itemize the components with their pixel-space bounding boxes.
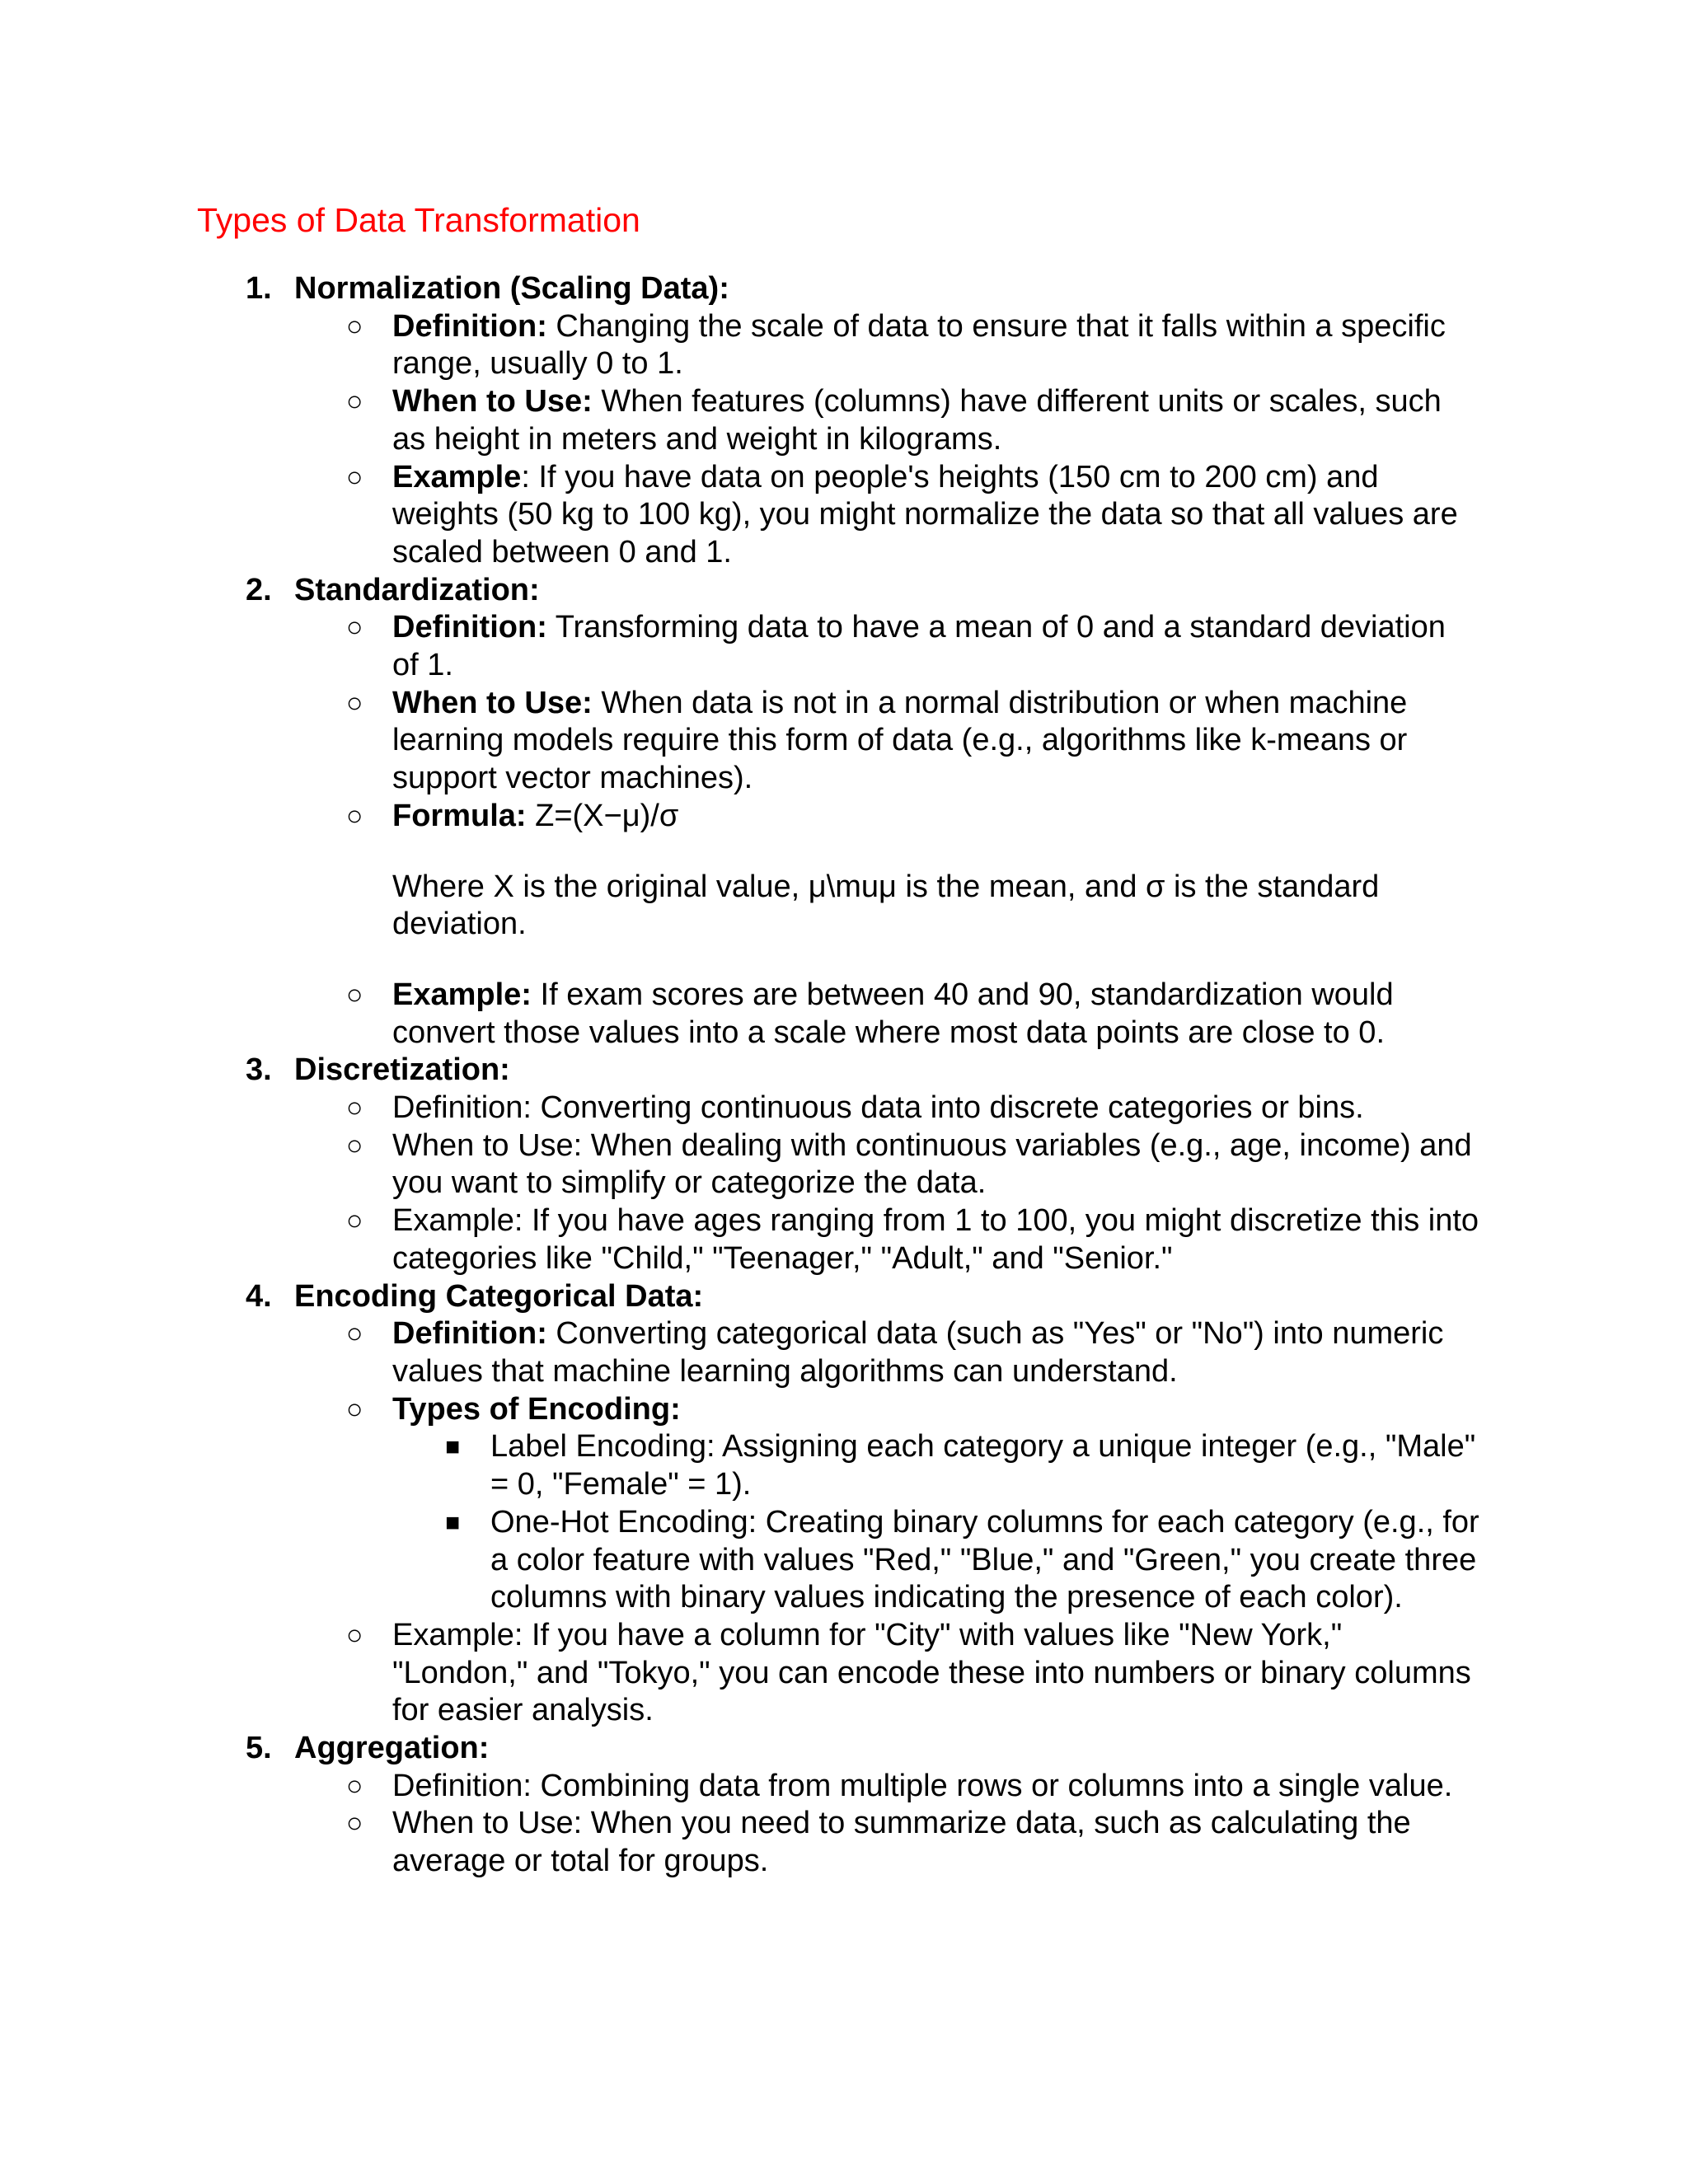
circle-bullet-icon: ○ (346, 978, 363, 1010)
item-label: Example (392, 459, 522, 494)
list-item (0, 1315, 1480, 1390)
circle-bullet-icon: ○ (346, 1092, 363, 1124)
sub-list-item (0, 1428, 1479, 1503)
sub-item-text: One-Hot Encoding: Creating binary columns for each category (e.g., for a color feature with values "Red," "Blue," and "Green," you create three columns with binary values indicating the presence of each color). (490, 1504, 1479, 1615)
list-item (0, 459, 1480, 572)
section-heading-normalization (0, 270, 1688, 308)
circle-bullet-icon: ○ (346, 612, 363, 644)
section-number: 1. (246, 271, 272, 306)
section-heading-text: Aggregation: (294, 1731, 490, 1766)
item-text: When to Use: When you need to summarize data, such as calculating the average or total for groups. (392, 1806, 1411, 1879)
item-text: When features (columns) have different units or scales, such as height in meters and weight in kilograms. (392, 384, 1442, 457)
circle-bullet-icon: ○ (346, 799, 363, 832)
item-label: When to Use: (392, 384, 593, 419)
item-text: Converting categorical data (such as "Yes" or "No") into numeric values that machine learning algorithms can understand. (392, 1316, 1444, 1389)
list-item (0, 1768, 1480, 1806)
list-item (0, 1090, 1480, 1127)
list-item (0, 1617, 1480, 1730)
section-heading-aggregation (0, 1730, 1688, 1768)
square-bullet-icon: ■ (445, 1433, 461, 1461)
item-label: Definition: (392, 1316, 547, 1352)
sub-list-item (0, 1504, 1479, 1617)
item-text: If exam scores are between 40 and 90, standardization would convert those values into a scale where most data points are close to 0. (392, 977, 1394, 1050)
circle-bullet-icon: ○ (346, 386, 363, 418)
list-item (0, 977, 1480, 1052)
section-number: 3. (246, 1052, 272, 1088)
item-label: Formula: (392, 798, 527, 833)
item-label: Example: (392, 977, 532, 1012)
item-text: Definition: Converting continuous data into discrete categories or bins. (392, 1090, 1364, 1126)
list-item (0, 383, 1480, 458)
circle-bullet-icon: ○ (346, 1769, 363, 1802)
document-body (0, 270, 1688, 1881)
item-label: Definition: (392, 308, 547, 344)
section-heading-text: Encoding Categorical Data: (294, 1278, 704, 1314)
circle-bullet-icon: ○ (346, 1393, 363, 1425)
item-text: Example: If you have a column for "City" with values like "New York," "London," and "Tokyo," you can encode these into numbers or binary columns for easier analysis. (392, 1617, 1471, 1728)
item-label: Definition: (392, 610, 547, 645)
formula-note: Where X is the original value, μ\muμ is the mean, and σ is the standard deviation. (392, 869, 1380, 942)
item-label: When to Use: (392, 685, 593, 720)
section-heading-encoding (0, 1278, 1688, 1316)
list-item (0, 1805, 1480, 1880)
item-label: Types of Encoding: (392, 1391, 681, 1427)
item-text: Changing the scale of data to ensure that it falls within a specific range, usually 0 to 1. (392, 308, 1446, 382)
circle-bullet-icon: ○ (346, 1318, 363, 1350)
item-text: Example: If you have ages ranging from 1 to 100, you might discretize this into categories like "Child," "Teenager," "Adult," and "Senior." (392, 1203, 1479, 1276)
item-text: Definition: Combining data from multiple rows or columns into a single value. (392, 1768, 1453, 1803)
list-item (0, 685, 1480, 798)
section-heading-standardization (0, 572, 1688, 610)
circle-bullet-icon: ○ (346, 1807, 363, 1840)
list-item (0, 1391, 1480, 1429)
section-heading-discretization (0, 1052, 1688, 1090)
formula-text: Z=(X−μ)/σ (526, 798, 679, 833)
circle-bullet-icon: ○ (346, 461, 363, 493)
circle-bullet-icon: ○ (346, 1129, 363, 1161)
list-item (0, 308, 1480, 383)
circle-bullet-icon: ○ (346, 687, 363, 719)
document-title: Types of Data Transformation (197, 201, 640, 239)
list-item (0, 1202, 1480, 1277)
sub-item-text: Label Encoding: Assigning each category a unique integer (e.g., "Male" = 0, "Female" = 1). (490, 1429, 1476, 1502)
list-item (0, 609, 1480, 684)
item-text: When to Use: When dealing with continuous variables (e.g., age, income) and you want to simplify or categorize the data. (392, 1127, 1472, 1201)
section-heading-text: Discretization: (294, 1052, 510, 1088)
item-text: : If you have data on people's heights (150 cm to 200 cm) and weights (50 kg to 100 kg), you might normalize the data so that all values are scaled between 0 and 1. (392, 459, 1458, 569)
list-item (0, 1127, 1480, 1202)
section-heading-text: Normalization (Scaling Data): (294, 271, 729, 306)
circle-bullet-icon: ○ (346, 310, 363, 342)
circle-bullet-icon: ○ (346, 1619, 363, 1651)
section-heading-text: Standardization: (294, 572, 540, 607)
section-number: 5. (246, 1731, 272, 1766)
list-item-formula (0, 798, 1480, 836)
item-text: Transforming data to have a mean of 0 and a standard deviation of 1. (392, 610, 1446, 683)
section-number: 2. (246, 572, 272, 607)
square-bullet-icon: ■ (445, 1508, 461, 1536)
circle-bullet-icon: ○ (346, 1205, 363, 1237)
section-number: 4. (246, 1278, 272, 1314)
item-text: When data is not in a normal distribution or when machine learning models require this form of data (e.g., algorithms like k-means or support vector machines). (392, 685, 1408, 796)
